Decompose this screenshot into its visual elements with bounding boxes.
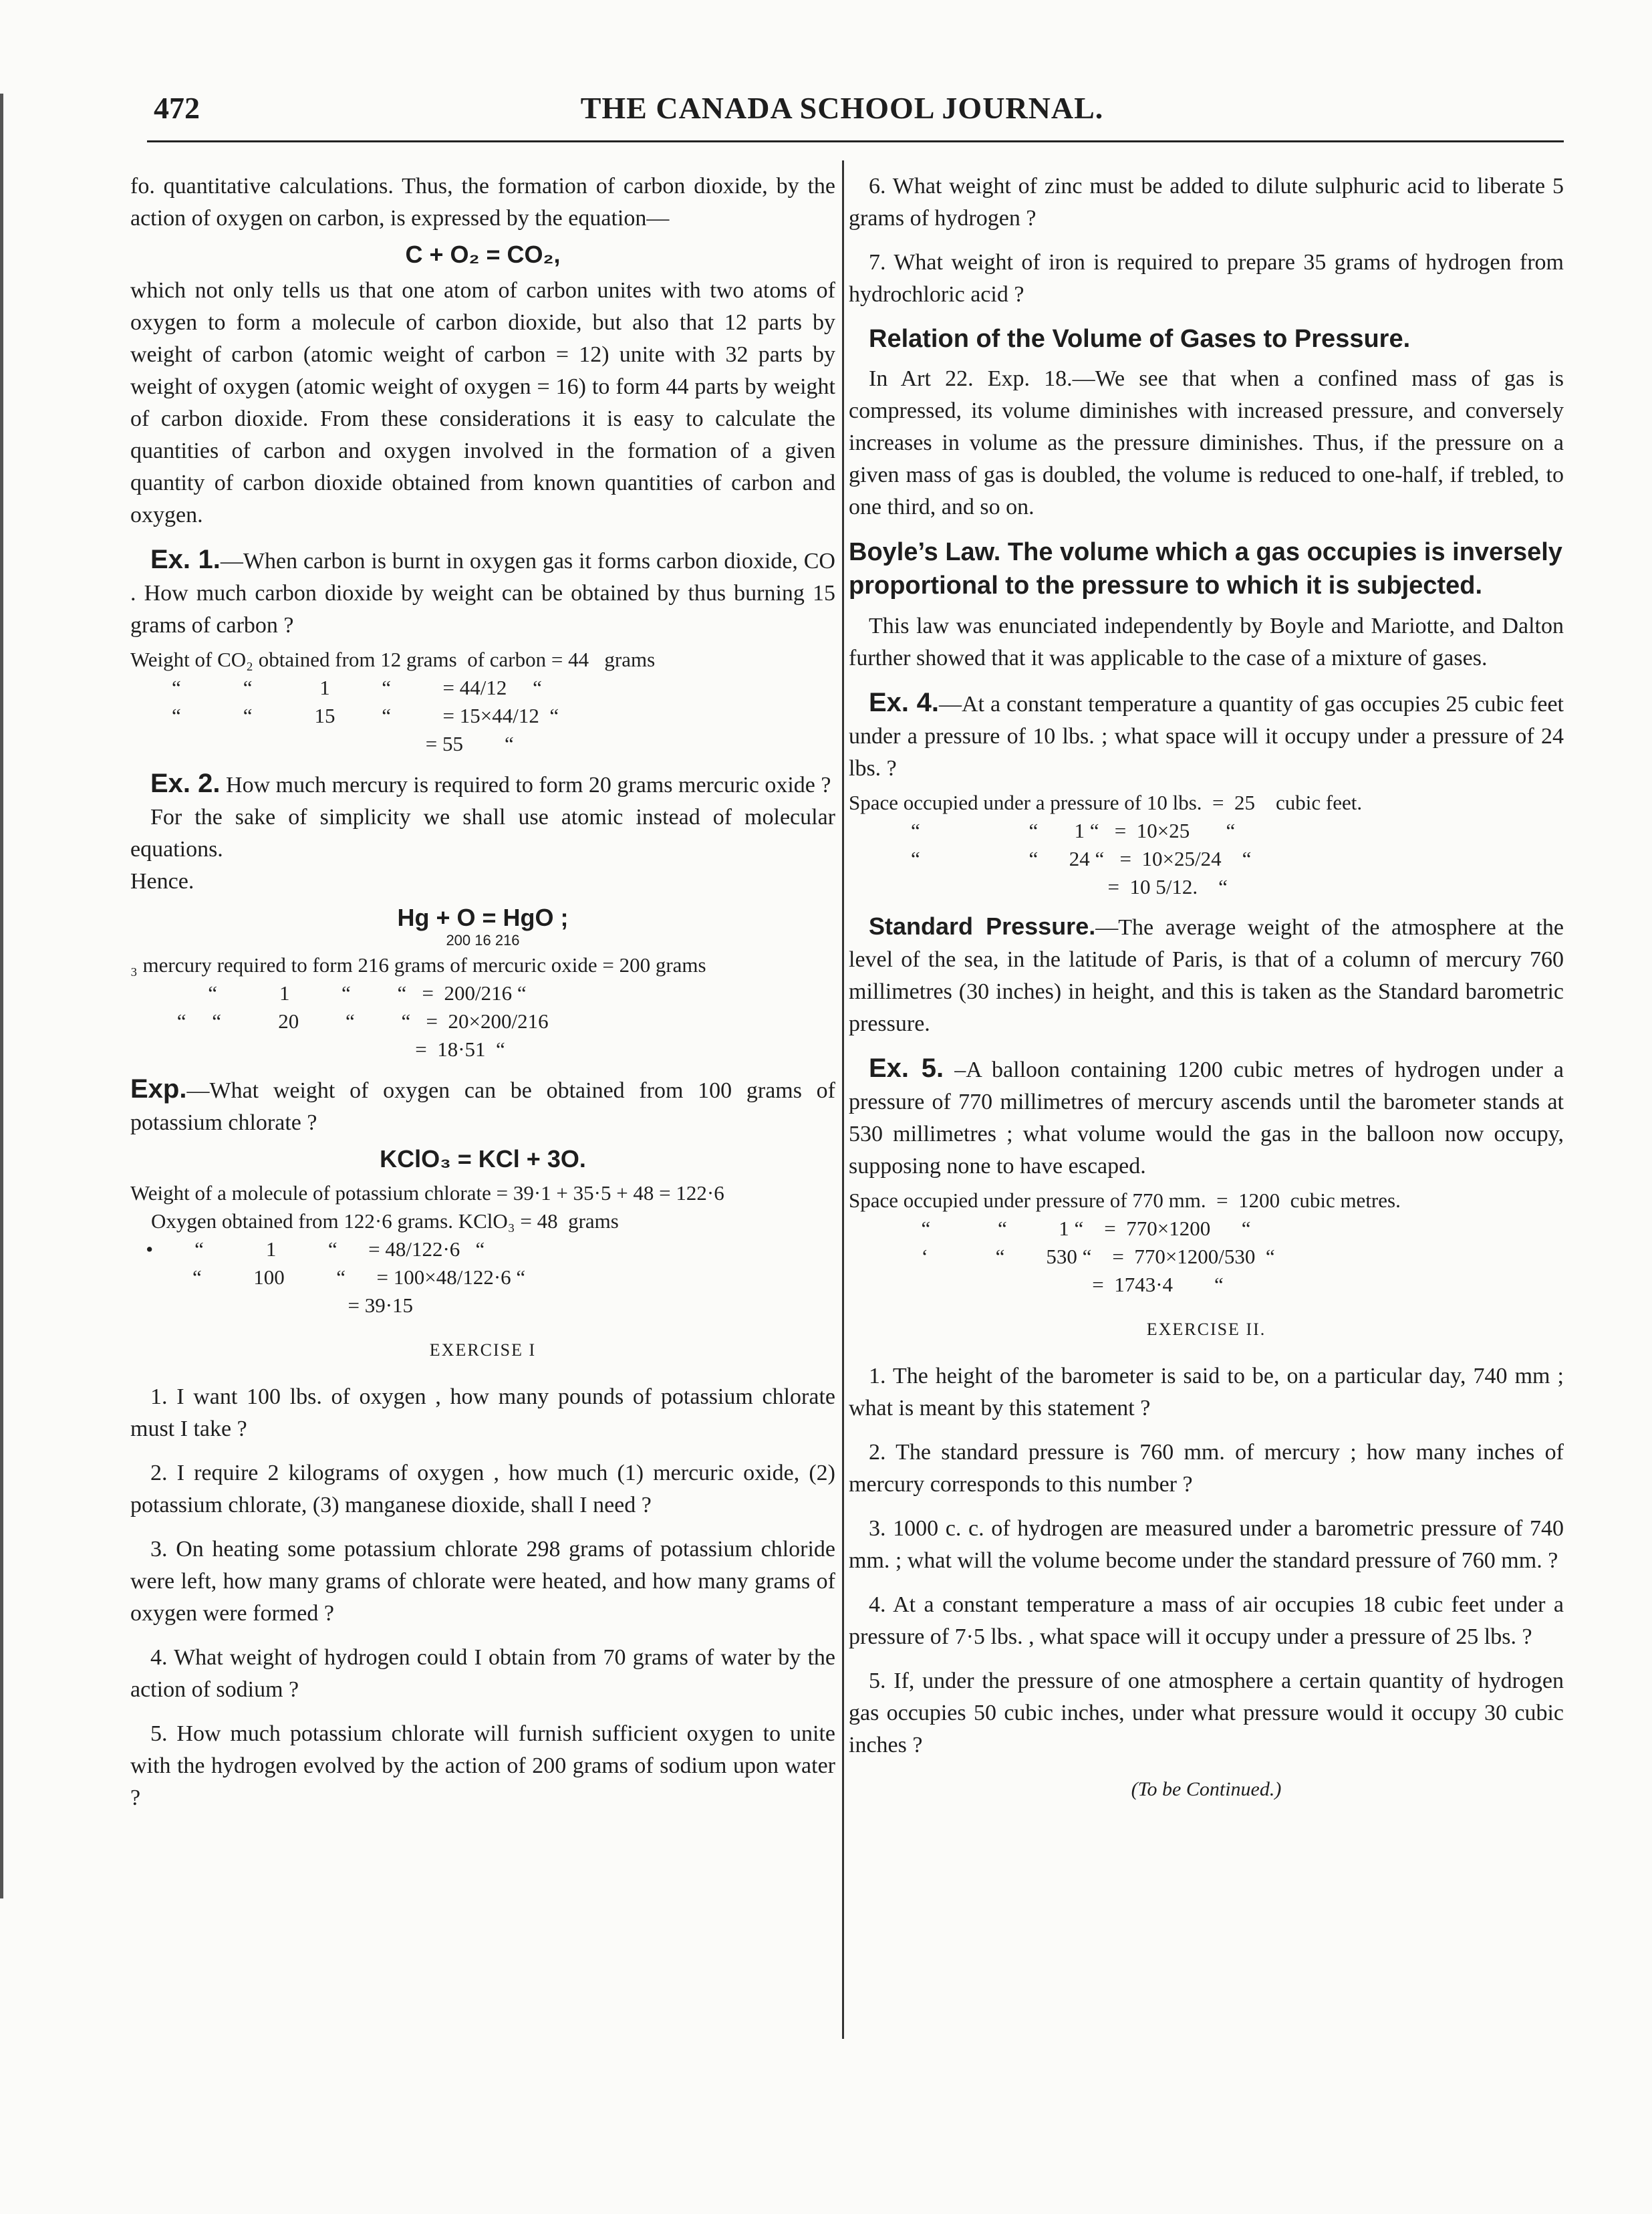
paragraph: In Art 22. Exp. 18.—We see that when a confined mass of gas is compressed, its volume diminishes with increased pressure, and conversely increases in volume as the pressure diminishes. Thus, if the pressure on a given mass of gas is doubled, the volume is reduced to one-half, if trebled, to one third, and so on. — [849, 366, 1564, 519]
exercise-item: 7. What weight of iron is required to prepare 35 grams of hydrogen from hydrochloric acid ? — [849, 250, 1564, 307]
calc-line: “ “ 20 “ “ = 20×200/216 — [130, 1009, 549, 1033]
equation-mercuric-oxide — [130, 902, 835, 947]
calc-line: = 55 “ — [130, 732, 514, 755]
boyles-law-heading: Boyle’s Law. The volume which a gas occupies is inversely proportional to the pressure to which it is subjected. — [849, 538, 1562, 600]
example-3 — [130, 1073, 835, 1139]
example-text: —At a constant temperature a quantity of gas occupies 25 cubic feet under a pressure of 10 lbs. ; what space will it occupy under a pressure of 24 lbs. ? — [849, 692, 1564, 781]
atomic-weights: 200 16 216 — [446, 932, 520, 949]
calc-line: = 18·51 “ — [130, 1037, 505, 1061]
left-column — [130, 170, 835, 1826]
example-1 — [130, 543, 835, 642]
example-text: How much mercury is required to form 20 grams mercuric oxide ? — [220, 773, 831, 797]
calc-line: “ “ 1 “ = 770×1200 “ — [849, 1217, 1251, 1240]
page-edge-mark — [0, 94, 3, 1898]
exercise-item: 4. At a constant temperature a mass of air occupies 18 cubic feet under a pressure of 7·5 lbs. , what space will it occupy under a pressure of 25 lbs. ? — [849, 1592, 1564, 1649]
page-number: 472 — [154, 91, 200, 125]
section-heading: Relation of the Volume of Gases to Pressure. — [869, 325, 1411, 353]
calculation-table — [849, 789, 1564, 901]
calc-line: ‘ “ 530 “ = 770×1200/530 “ — [849, 1245, 1275, 1268]
example-2 — [130, 767, 835, 802]
example-4 — [849, 687, 1564, 785]
calc-line: “ 1 “ “ = 200/216 “ — [130, 981, 527, 1005]
exercise-heading: EXERCISE I — [429, 1340, 537, 1360]
calc-line: Oxygen obtained from 122·6 grams. KClO₃ = 48 grams — [130, 1209, 619, 1233]
subsection-label: Standard Pressure. — [869, 912, 1096, 940]
right-column — [849, 170, 1564, 1806]
calculation-table — [130, 1179, 835, 1320]
column-divider — [842, 160, 844, 2039]
header-rule — [147, 140, 1564, 142]
example-text: –A balloon containing 1200 cubic metres of hydrogen under a pressure of 770 millimetres of mercury ascends until the barometer stands at 530 millimetres ; what volume would the gas in the balloon now occupy, supposing none to have escaped. — [849, 1058, 1564, 1179]
equation-potassium-chlorate: KClO₃ = KCl + 3O. — [380, 1145, 586, 1173]
exercise-item: 2. I require 2 kilograms of oxygen , how much (1) mercuric oxide, (2) potassium chlorate, (3) manganese dioxide, shall I need ? — [130, 1461, 835, 1517]
example-text: —What weight of oxygen can be obtained from 100 grams of potassium chlorate ? — [130, 1078, 835, 1135]
calc-line: “ “ 24 “ = 10×25/24 “ — [849, 847, 1252, 870]
calculation-table — [849, 1187, 1564, 1299]
calc-line: “ “ 1 “ = 10×25 “ — [849, 819, 1236, 842]
calc-line: ₃ mercury required to form 216 grams of mercuric oxide = 200 grams — [130, 953, 706, 977]
exercise-item: 6. What weight of zinc must be added to dilute sulphuric acid to liberate 5 grams of hydrogen ? — [849, 174, 1564, 231]
calc-line: Weight of a molecule of potassium chlorate = 39·1 + 35·5 + 48 = 122·6 — [130, 1181, 724, 1205]
calc-line: = 1743·4 “ — [849, 1273, 1224, 1296]
calc-line: • “ 1 “ = 48/122·6 “ — [130, 1237, 485, 1261]
calculation-table — [130, 951, 835, 1064]
paragraph: fo. quantitative calculations. Thus, the formation of carbon dioxide, by the action of oxygen on carbon, is expressed by the equation— — [130, 174, 835, 231]
exercise-item: 5. How much potassium chlorate will furnish sufficient oxygen to unite with the hydrogen evolved by the action of 200 grams of sodium upon water ? — [130, 1721, 835, 1810]
page-header — [120, 90, 1564, 144]
example-label: Ex. 5. — [869, 1054, 944, 1083]
calc-line: “ “ 15 “ = 15×44/12 “ — [130, 704, 559, 727]
calculation-table — [130, 646, 835, 758]
calc-line: = 39·15 — [130, 1294, 414, 1317]
paragraph: For the sake of simplicity we shall use atomic instead of molecular equations. — [130, 805, 835, 862]
example-label: Ex. 1. — [150, 545, 221, 574]
calc-line: “ 100 “ = 100×48/122·6 “ — [130, 1265, 526, 1289]
equation-text: Hg + O = HgO ; — [397, 904, 569, 931]
calc-line: Space occupied under pressure of 770 mm. = 1200 cubic metres. — [849, 1189, 1401, 1212]
paragraph: which not only tells us that one atom of carbon unites with two atoms of oxygen to form a molecule of carbon dioxide, but also that 12 parts by weight of carbon (atomic weight of carbon = 12) unite with 32 parts by weight of oxygen (atomic weight of oxygen = 16) to form 44 parts by weight of carbon dioxide. From these considerations it is easy to calculate the quantities of carbon and oxygen involved in the formation of a given quantity of carbon dioxide obtained from known quantities of carbon and oxygen. — [130, 278, 835, 527]
exercise-item: 3. On heating some potassium chlorate 298 grams of potassium chloride were left, how many grams of chlorate were heated, and how many grams of oxygen were formed ? — [130, 1537, 835, 1626]
example-label: Exp. — [130, 1074, 187, 1104]
exercise-item: 3. 1000 c. c. of hydrogen are measured under a barometric pressure of 740 mm. ; what will the volume become under the standard pressure of 760 mm. ? — [849, 1516, 1564, 1573]
example-label: Ex. 2. — [150, 769, 221, 798]
exercise-item: 1. The height of the barometer is said to be, on a particular day, 740 mm ; what is meant by this statement ? — [849, 1364, 1564, 1421]
journal-title: THE CANADA SCHOOL JOURNAL. — [580, 91, 1104, 125]
exercise-item: 2. The standard pressure is 760 mm. of mercury ; how many inches of mercury corresponds to this number ? — [849, 1440, 1564, 1497]
paragraph-text: —The average weight of the atmosphere at the level of the sea, in the latitude of Paris, is that of a column of mercury 760 millimetres (30 inches) in height, and this is taken as the Standard barometric pressure. — [849, 915, 1564, 1036]
paragraph: This law was enunciated independently by Boyle and Mariotte, and Dalton further showed that it was applicable to the case of a mixture of gases. — [849, 614, 1564, 670]
example-label: Ex. 4. — [869, 688, 939, 717]
exercise-heading: EXERCISE II. — [1146, 1320, 1266, 1339]
exercise-item: 5. If, under the pressure of one atmosphere a certain quantity of hydrogen gas occupies 50 cubic inches, under what pressure would it occupy 30 cubic inches ? — [849, 1669, 1564, 1757]
exercise-item: 1. I want 100 lbs. of oxygen , how many pounds of potassium chlorate must I take ? — [130, 1384, 835, 1441]
calc-line: Space occupied under a pressure of 10 lbs. = 25 cubic feet. — [849, 791, 1363, 814]
example-text: —When carbon is burnt in oxygen gas it forms carbon dioxide, CO . How much carbon dioxide by weight can be obtained by thus burning 15 grams of carbon ? — [130, 549, 835, 638]
equation-carbon-dioxide: C + O₂ = CO₂, — [405, 241, 561, 268]
paragraph: Hence. — [130, 869, 194, 894]
example-5 — [849, 1052, 1564, 1183]
calc-line: “ “ 1 “ = 44/12 “ — [130, 676, 542, 699]
calc-line: = 10 5/12. “ — [849, 875, 1228, 898]
continued-note: (To be Continued.) — [1131, 1778, 1282, 1800]
standard-pressure-paragraph — [849, 910, 1564, 1040]
calc-line: Weight of CO₂ obtained from 12 grams of carbon = 44 grams — [130, 648, 656, 671]
exercise-item: 4. What weight of hydrogen could I obtain from 70 grams of water by the action of sodium ? — [130, 1645, 835, 1702]
